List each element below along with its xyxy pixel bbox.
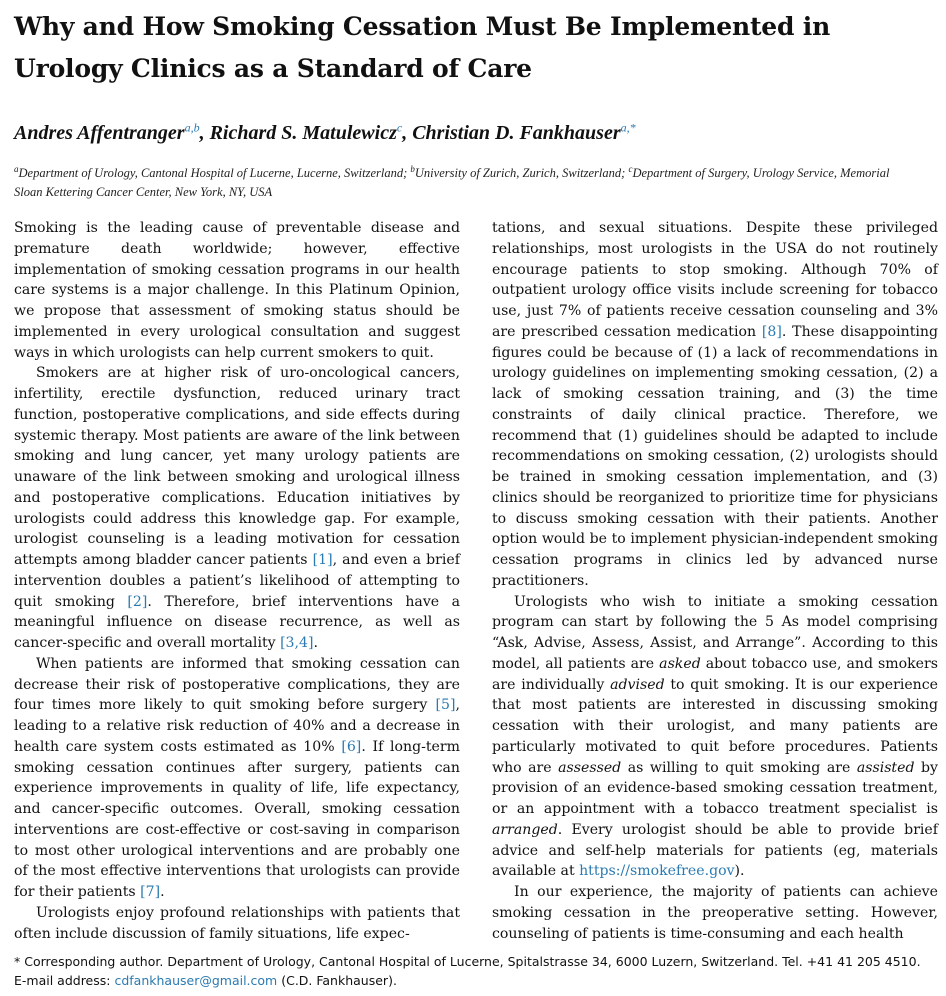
author-name: Christian D. Fankhauser [412,122,621,144]
affiliation-marker: a [14,163,19,174]
text-run: , leading to a relative risk reduction of 40% and a decrease in health care system costs estimated as 10% [14,697,460,755]
footnote-star: * [14,954,21,969]
emphasized-term: assisted [856,759,915,776]
affiliation-marker: b [410,163,415,174]
emphasized-term: asked [659,655,701,672]
text-run: . [160,884,165,900]
body-paragraph [14,903,460,945]
citation-link[interactable]: [1] [312,552,333,568]
citation-link[interactable]: [5] [435,697,456,714]
affiliations [14,164,914,202]
author-name: Richard S. Matulewicz [209,122,397,144]
text-run: Smoking is the leading cause of preventable disease and premature death worldwide; however, effective implementation of smoking cessation programs in our health care systems is a major challenge. In this Platinum Opinion, we propose that assessment of smoking status should be implemented in every urological consultation and suggest ways in which urologists can help current smokers to quit. [14,220,460,361]
text-run: . [313,635,318,651]
citation-link[interactable]: [3,4] [280,635,314,651]
affiliation-text: Department of Surgery, Urology Service, Memorial Sloan Kettering Cancer Center, New York, NY, USA [14,166,890,199]
author-affiliation-marker[interactable]: a,* [620,120,636,135]
email-link[interactable]: cdfankhauser@gmail.com [114,973,278,988]
author-separator: , [402,122,413,144]
article-title: Why and How Smoking Cessation Must Be Implemented in Urology Clinics as a Standard of Care [14,12,831,83]
text-run: Urologists who wish to initiate a smoking cessation program can start by following the 5 As model comprising “Ask, Advise, Assess, Assist, and Arrange”. According to this model, all patients are [492,593,938,672]
body-column-right [492,218,938,944]
text-run: When patients are informed that smoking cessation can decrease their risk of postoperative complications, they are four times more likely to quit smoking before surgery [14,655,460,714]
body-paragraph [14,218,460,363]
citation-link[interactable]: [8] [761,323,782,340]
affiliation-text: University of Zurich, Zurich, Switzerland; [414,166,629,180]
text-run: to quit smoking. It is our experience that most patients are interested in discussing smoking cessation with their urologist, and many patients are particularly motivated to quit before procedures. Patients who are [492,676,938,776]
author-separator: , [199,122,210,144]
author-affiliation-marker[interactable]: c [396,120,403,135]
text-run: about tobacco use, and smokers are individually [492,655,938,693]
affiliation-text: Department of Urology, Cantonal Hospital of Lucerne, Lucerne, Switzerland; [18,166,411,180]
author-name: Andres Affentranger [14,122,185,144]
footnote-corresponding: Corresponding author. Department of Urology, Cantonal Hospital of Lucerne, Spitalstrasse 34, 6000 Luzern, Switzerland. Tel. +41 41 205 4510. [20,954,921,969]
text-run: Smokers are at higher risk of uro-oncological cancers, infertility, erectile dysfunction, reduced urinary tract function, postoperative complications, and side effects during systemic therapy. Most patients are aware of the link between smoking and lung cancer, yet many urology patients are unaware of the link between smoking and urological illness and postoperative complications. Education initiatives by urologists could address this knowledge gap. For example, urologist counseling is a leading motivation for cessation attempts among bladder cancer patients [14,365,460,568]
text-run: ). [734,863,745,880]
body-column-left [14,218,460,944]
text-run: by provision of an evidence-based smoking cessation treatment, or an appointment with a tobacco treatment specialist is [492,759,938,817]
footnote-email-line [14,971,934,990]
email-label: E-mail address: [14,973,115,988]
footnote-address-line [14,952,934,971]
emphasized-term: assessed [558,759,622,776]
emphasized-term: advised [610,676,665,693]
text-run: . If long-term smoking cessation continues after surgery, patients can experience improvements in quality of life, life expectancy, and cancer-specific outcomes. Overall, smoking cessation interventions are cost-effective or cost-saving in comparison to most other urological interventions and are probably one of the most effective interventions that urologists can provide for their patients [14,738,460,900]
body-paragraph [14,363,460,654]
author-list [14,118,934,148]
text-run: In our experience, the majority of patients can achieve smoking cessation in the preoperative setting. However, counseling of patients is time-consuming and each health [492,884,938,942]
text-run: . These disappointing figures could be because of (1) a lack of recommendations in urology guidelines on implementing smoking cessation, (2) a lack of smoking cessation training, and (3) the time constraints of daily clinical practice. Therefore, we recommend that (1) guidelines should be adapted to include recommendations on smoking cessation, (2) urologists should be trained in smoking cessation implementation, and (3) clinics should be reorganized to prioritize time for physicians to discuss smoking cessation with their patients. Another option would be to implement physician-independent smoking cessation programs in clinics led by advanced nurse practitioners. [492,323,938,589]
citation-link[interactable]: [6] [341,738,362,755]
external-link[interactable]: https://smokefree.gov [579,863,735,880]
text-run: . Every urologist should be able to provide brief advice and self-help materials for patients (eg, materials available at [492,821,938,880]
body-paragraph [492,592,938,883]
body-paragraph [492,218,938,592]
emphasized-term: arranged [492,821,558,838]
text-run: Urologists enjoy profound relationships with patients that often include discussion of family situations, life expec- [14,904,460,942]
citation-link[interactable]: [2] [127,593,148,610]
text-run: . Therefore, brief interventions have a meaningful influence on disease recurrence, as well as cancer-specific and overall mortality [14,593,460,651]
body-paragraph [14,654,460,903]
author-affiliation-marker[interactable]: a,b [184,120,200,135]
affiliation-marker: c [628,163,633,174]
text-run: as willing to quit smoking are [621,759,857,776]
email-suffix: (C.D. Fankhauser). [277,973,397,988]
citation-link[interactable]: [7] [140,884,161,900]
body-paragraph [492,882,938,944]
text-run: , and even a brief intervention doubles a patient’s likelihood of attempting to quit smoking [14,552,460,610]
text-run: tations, and sexual situations. Despite these privileged relationships, most urologists in the USA do not routinely encourage patients to stop smoking. Although 70% of outpatient urology office visits include screening for tobacco use, just 7% of patients receive cessation counseling and 3% are prescribed cessation medication [492,220,938,340]
corresponding-author-footnote [14,952,934,990]
